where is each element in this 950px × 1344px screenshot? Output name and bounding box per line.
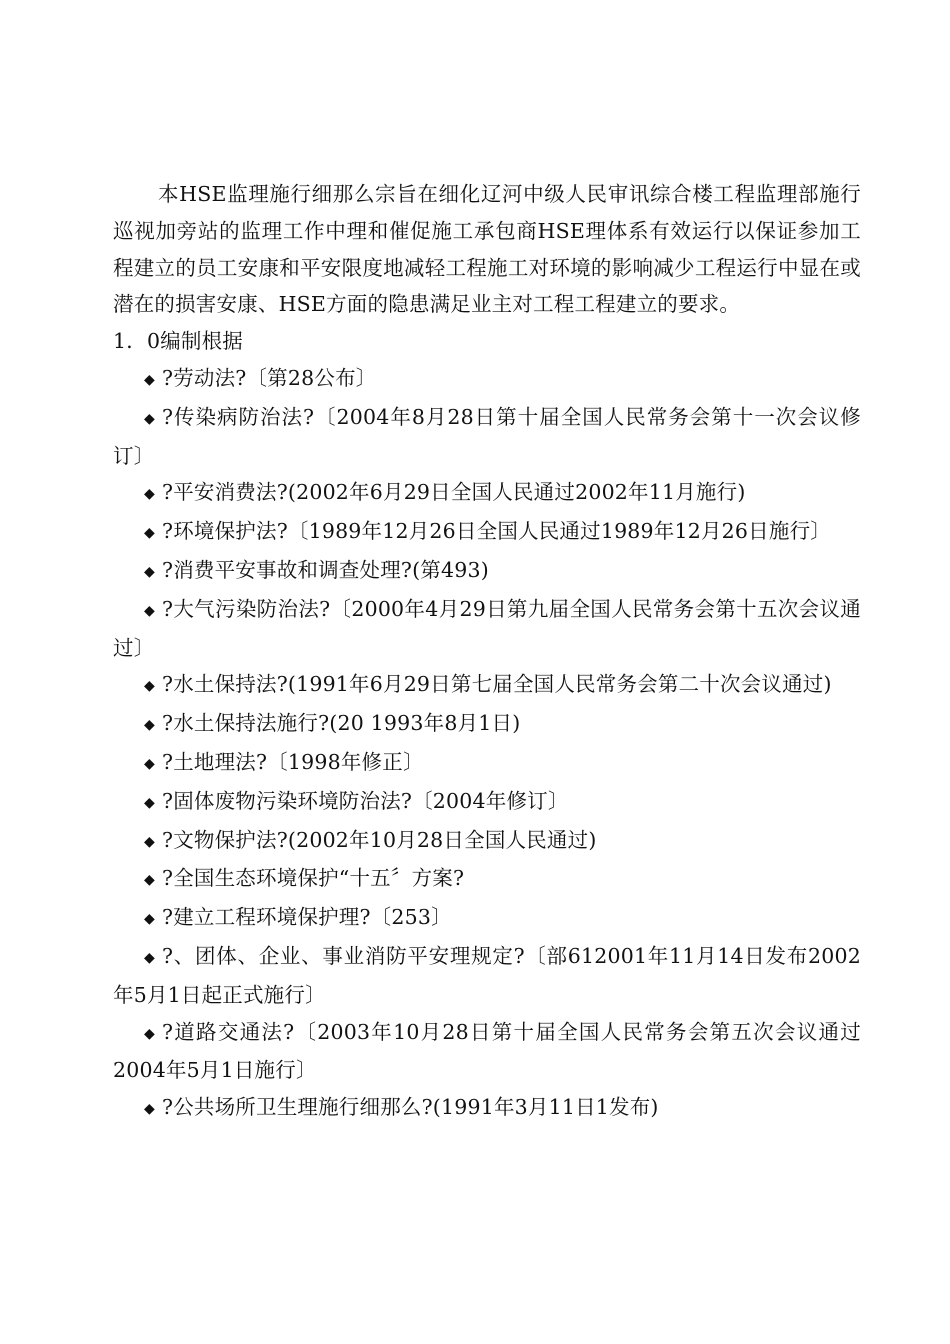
list-item-text: ?文物保护法?(2002年10月28日全国人民通过) bbox=[162, 827, 597, 852]
list-item bbox=[113, 513, 861, 552]
diamond-bullet-icon: ◆ bbox=[144, 1025, 155, 1042]
list-item-text: ?、团体、企业、事业消防平安理规定?〔部612001年11月14日发布2002年5月1日起正式施行〕 bbox=[113, 943, 861, 1007]
list-item bbox=[113, 474, 861, 513]
section-heading: 1．0编制根据 bbox=[113, 329, 243, 354]
diamond-bullet-icon: ◆ bbox=[144, 486, 155, 503]
list-item-text: ?环境保护法?〔1989年12月26日全国人民通过1989年12月26日施行〕 bbox=[162, 519, 831, 544]
list-item bbox=[113, 666, 861, 705]
diamond-bullet-icon: ◆ bbox=[144, 563, 155, 580]
list-item-text: ?土地理法?〔1998年修正〕 bbox=[162, 749, 424, 774]
diamond-bullet-icon: ◆ bbox=[144, 410, 155, 427]
list-item bbox=[113, 705, 861, 744]
list-item bbox=[113, 591, 861, 667]
list-item-text: ?水土保持法施行?(20 1993年8月1日) bbox=[162, 711, 521, 736]
diamond-bullet-icon: ◆ bbox=[144, 872, 155, 889]
diamond-bullet-icon: ◆ bbox=[144, 371, 155, 388]
list-item-text: ?建立工程环境保护理?〔253〕 bbox=[162, 905, 452, 930]
diamond-bullet-icon: ◆ bbox=[144, 602, 155, 619]
list-item-text: ?消费平安事故和调查处理?(第493) bbox=[162, 557, 489, 582]
list-item bbox=[113, 899, 861, 938]
list-item-text: ?固体废物污染环境防治法?〔2004年修订〕 bbox=[162, 788, 569, 813]
list-item-text: ?平安消费法?(2002年6月29日全国人民通过2002年11月施行) bbox=[162, 480, 746, 505]
list-item-text: ?全国生态环境保护“十五〞方案? bbox=[162, 866, 465, 891]
list-item-text: ?传染病防治法?〔2004年8月28日第十届全国人民常务会第十一次会议修订〕 bbox=[113, 404, 861, 468]
list-item bbox=[113, 1089, 861, 1128]
list-item-text: ?大气污染防治法?〔2000年4月29日第九届全国人民常务会第十五次会议通过〕 bbox=[113, 596, 861, 660]
regulation-list bbox=[113, 360, 861, 1128]
diamond-bullet-icon: ◆ bbox=[144, 949, 155, 966]
diamond-bullet-icon: ◆ bbox=[144, 678, 155, 695]
diamond-bullet-icon: ◆ bbox=[144, 1101, 155, 1118]
diamond-bullet-icon: ◆ bbox=[144, 717, 155, 734]
diamond-bullet-icon: ◆ bbox=[144, 911, 155, 928]
list-item-text: ?道路交通法?〔2003年10月28日第十届全国人民常务会第五次会议通过2004年5月1日施行〕 bbox=[113, 1019, 861, 1083]
list-item bbox=[113, 399, 861, 475]
diamond-bullet-icon: ◆ bbox=[144, 833, 155, 850]
list-item-text: ?水土保持法?(1991年6月29日第七届全国人民常务会第二十次会议通过) bbox=[162, 672, 832, 697]
diamond-bullet-icon: ◆ bbox=[144, 794, 155, 811]
intro-paragraph: 本HSE监理施行细那么宗旨在细化辽河中级人民审讯综合楼工程监理部施行巡视加旁站的监理工作中理和催促施工承包商HSE理体系有效运行以保证参加工程建立的员工安康和平安限度地减轻工程施工对环境的影响减少工程运行中显在或潜在的损害安康、HSE方面的隐患满足业主对工程工程建立的要求。 bbox=[113, 182, 861, 317]
list-item bbox=[113, 744, 861, 783]
list-item-text: ?公共场所卫生理施行细那么?(1991年3月11日1发布) bbox=[162, 1095, 659, 1120]
list-item bbox=[113, 822, 861, 861]
list-item-text: ?劳动法?〔第28公布〕 bbox=[162, 365, 377, 390]
list-item bbox=[113, 552, 861, 591]
diamond-bullet-icon: ◆ bbox=[144, 525, 155, 542]
list-item bbox=[113, 783, 861, 822]
list-item bbox=[113, 860, 861, 899]
list-item bbox=[113, 1014, 861, 1090]
list-item bbox=[113, 938, 861, 1014]
diamond-bullet-icon: ◆ bbox=[144, 755, 155, 772]
list-item bbox=[113, 360, 861, 399]
document-page bbox=[113, 176, 861, 1128]
